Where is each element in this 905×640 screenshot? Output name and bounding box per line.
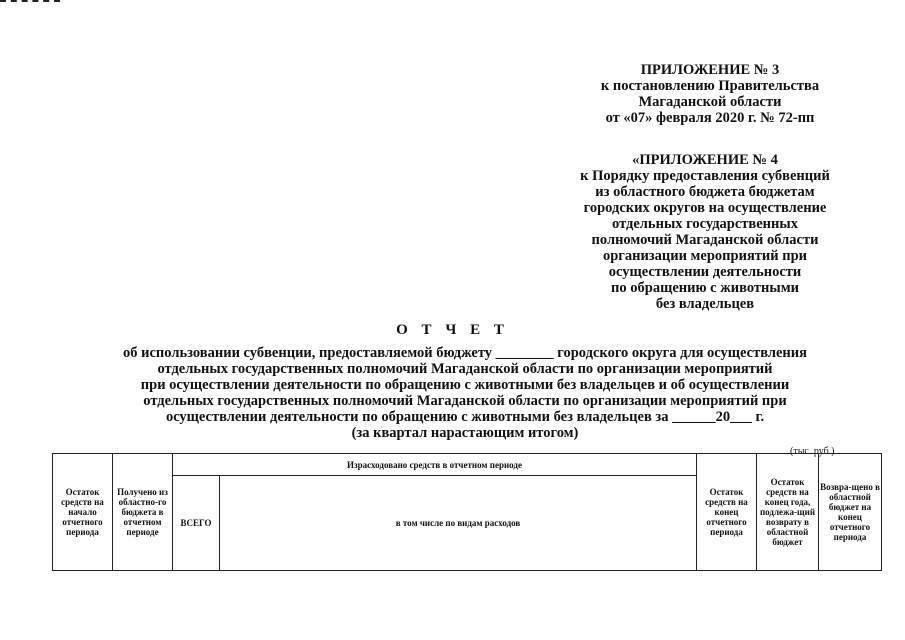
appendix-4-line: отдельных государственных [612, 216, 798, 232]
appendix-3-block [560, 62, 860, 126]
appendix-3-line: Магаданской области [638, 94, 782, 110]
report-line: отдельных государственных полномочий Магаданской области по организации мероприятий [157, 361, 773, 377]
appendix-4-line: полномочий Магаданской области [591, 232, 819, 248]
header-balance-start: Остаток средств на начало отчетного периода [53, 454, 113, 571]
header-returned: Возвра-щено в областной бюджет на конец отчетного периода [819, 454, 882, 571]
units-label: (тыс. руб.) [790, 446, 835, 457]
appendix-4-title: «ПРИЛОЖЕНИЕ № 4 [632, 152, 778, 168]
header-balance-end: Остаток средств на конец отчетного периода [697, 454, 757, 571]
appendix-3-title: ПРИЛОЖЕНИЕ № 3 [640, 62, 780, 78]
header-received: Получено из областно-го бюджета в отчетном периоде [113, 454, 173, 571]
scan-artifact [0, 0, 60, 6]
header-by-type: в том числе по видам расходов [220, 476, 697, 571]
appendix-3-line: к постановлению Правительства [600, 78, 820, 94]
report-line: об использовании субвенции, предоставляемой бюджету ________ городского округа для осуществления [123, 345, 807, 361]
appendix-4-line: организации мероприятий при [602, 248, 808, 264]
report-line: при осуществлении деятельности по обращению с животными без владельцев и об осуществлении [140, 377, 790, 393]
appendix-4-line: осуществлении деятельности [608, 264, 802, 280]
header-balance-year-end: Остаток средств на конец года, подлежа-щий возврату в областной бюджет [757, 454, 819, 571]
report-table [52, 453, 882, 571]
report-line: осуществлении деятельности по обращению с животными без владельцев за ______20___ г. [165, 409, 765, 425]
appendix-4-line: из областного бюджета бюджетам [595, 184, 815, 200]
appendix-4-line: без владельцев [655, 296, 755, 312]
appendix-4-line: городских округов на осуществление [583, 200, 827, 216]
report-description [80, 345, 850, 441]
header-spent-group: Израсходовано средств в отчетном периоде [173, 454, 697, 476]
report-line: (за квартал нарастающим итогом) [351, 425, 579, 441]
appendix-3-line: от «07» февраля 2020 г. № 72-пп [605, 110, 815, 126]
appendix-4-block [555, 152, 855, 312]
report-title: О Т Ч Е Т [396, 322, 509, 338]
header-total: ВСЕГО [173, 476, 220, 571]
appendix-4-line: к Порядку предоставления субвенций [580, 168, 830, 184]
appendix-4-line: по обращению с животными [611, 280, 799, 296]
report-line: отдельных государственных полномочий Магаданской области по организации мероприятий при [143, 393, 787, 409]
